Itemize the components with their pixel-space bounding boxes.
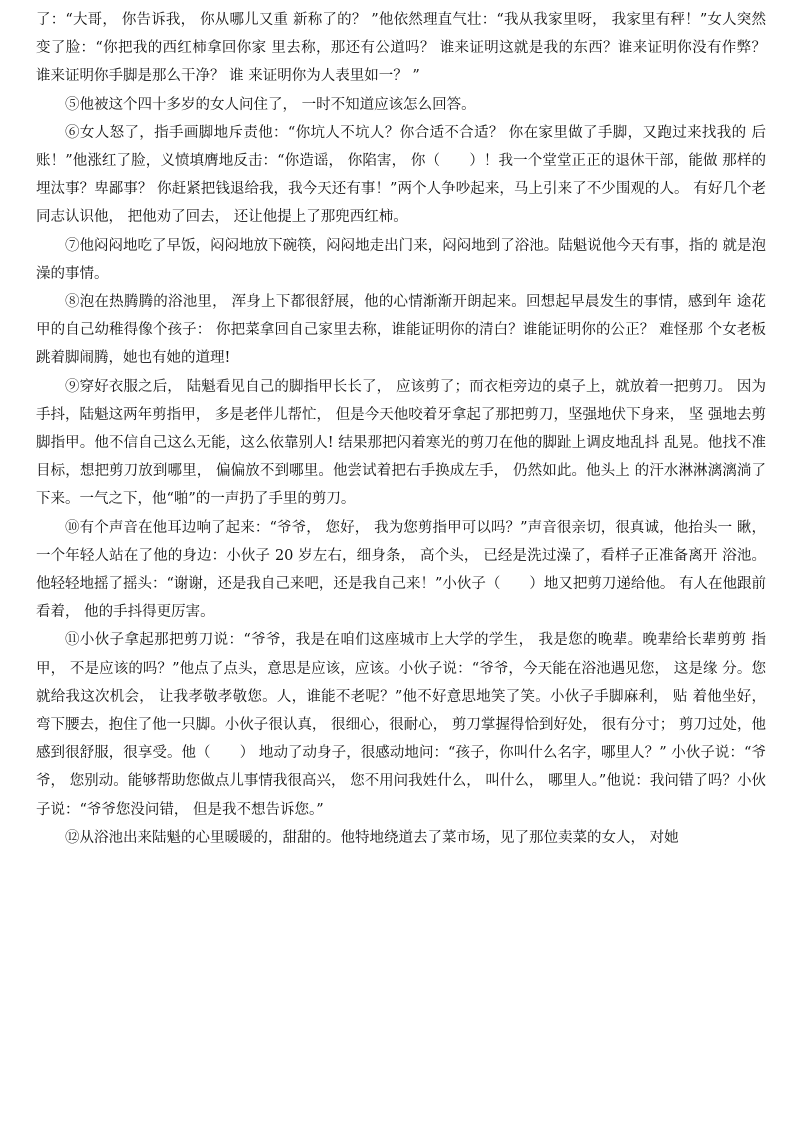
paragraph-9: ⑨穿好衣服之后， 陆魁看见自己的脚指甲长长了， 应该剪了；而衣柜旁边的桌子上，就放着一把剪刀。 因为手抖，陆魁这两年剪指甲， 多是老伴儿帮忙， 但是今天他咬着牙拿起了那把剪刀，坚强地伏下身来， 坚 强地去剪脚指甲。他不信自己这么无能，这么依靠别人! 结果那把闪着寒光的剪刀在他的脚趾上调皮地乱抖 乱晃。他找不准目标，想把剪刀放到哪里， 偏偏放不到哪里。他尝试着把右手换成左手， 仍然如此。他头上 的汗水淋淋漓漓淌了下来。一气之下，他“啪”的一声扔了手里的剪刀。 xyxy=(36,378,766,508)
paragraph-6: ⑥女人怒了，指手画脚地斥责他：“你坑人不坑人？你合适不合适？ 你在家里做了手脚，又跑过来找我的 后账！”他涨红了脸，义愤填膺地反击：“你造谣， 你陷害， 你（ ）！我一个堂堂正正的退休干部，能做 那样的埋汰事？卑鄙事？ 你赶紧把钱退给我，我今天还有事！”两个人争吵起来，马上引来了不少围观的人。 有好几个老同志认识他， 把他劝了回去， 还让他提上了那兜西红柿。 xyxy=(36,124,766,226)
paragraph-7: ⑦他闷闷地吃了早饭，闷闷地放下碗筷，闷闷地走出门来，闷闷地到了浴池。陆魁说他今天有事，指的 就是泡澡的事情。 xyxy=(36,237,766,282)
paragraph-12: ⑫从浴池出来陆魁的心里暖暖的，甜甜的。他特地绕道去了菜市场，见了那位卖菜的女人， 对她 xyxy=(65,829,679,846)
paragraph-11: ⑪小伙子拿起那把剪刀说：“爷爷，我是在咱们这座城市上大学的学生， 我是您的晚辈。晚辈给长辈剪剪 指甲， 不是应该的吗？”他点了点头，意思是应该，应该。小伙子说：“爷爷，今天能在浴池遇见您， 这是缘 分。您就给我这次机会， 让我孝敬孝敬您。人，谁能不老呢？”他不好意思地笑了笑。小伙子手脚麻利， 贴 着他坐好， 弯下腰去，抱住了他一只脚。小伙子很认真， 很细心，很耐心， 剪刀掌握得恰到好处， 很有分寸； 剪刀过处，他感到很舒服，很享受。他（ ） 地动了动身子，很感动地问：“孩子，你叫什么名字，哪里人？” 小伙子说：“爷爷， 您别动。能够帮助您做点儿事情我很高兴， 您不用问我姓什么， 叫什么， 哪里人。”他说：我问错了吗？小伙子说：“爷爷您没问错， 但是我不想告诉您。” xyxy=(36,632,766,818)
paragraph-4-continued: 了：“大哥， 你告诉我， 你从哪儿又重 新称了的？ ”他依然理直气壮：“我从我家里呀， 我家里有秤！”女人突然变了脸：“你把我的西红柿拿回你家 里去称，那还有公道吗？ 谁来证明这就是我的东西？谁来证明你没有作弊？ 谁来证明你手脚是那么干净？ 谁 来证明你为人表里如一？ ” xyxy=(36,12,766,85)
paragraph-5: ⑤他被这个四十多岁的女人问住了， 一时不知道应该怎么回答。 xyxy=(65,96,476,113)
document-page xyxy=(36,6,766,852)
paragraph-10: ⑩有个声音在他耳边响了起来：“爷爷， 您好， 我为您剪指甲可以吗？”声音很亲切，很真诚，他抬头一 瞅， 一个年轻人站在了他的身边：小伙子 20 岁左右，细身条， 高个头， 已经是洗过澡了，看样子正准备离开 浴池。他轻轻地摇了摇头：“谢谢，还是我自己来吧，还是我自己来！”小伙子（ ）地又把剪刀递给他。 有人在他跟前看着， 他的手抖得更厉害。 xyxy=(36,519,766,621)
paragraph-8: ⑧泡在热腾腾的浴池里， 浑身上下都很舒展，他的心情渐渐开朗起来。回想起早晨发生的事情，感到年 途花甲的自己幼稚得像个孩子： 你把菜拿回自己家里去称，谁能证明你的清白？谁能证明你的公正？ 难怪那 个女老板跳着脚闹腾，她也有她的道理! xyxy=(36,294,766,367)
